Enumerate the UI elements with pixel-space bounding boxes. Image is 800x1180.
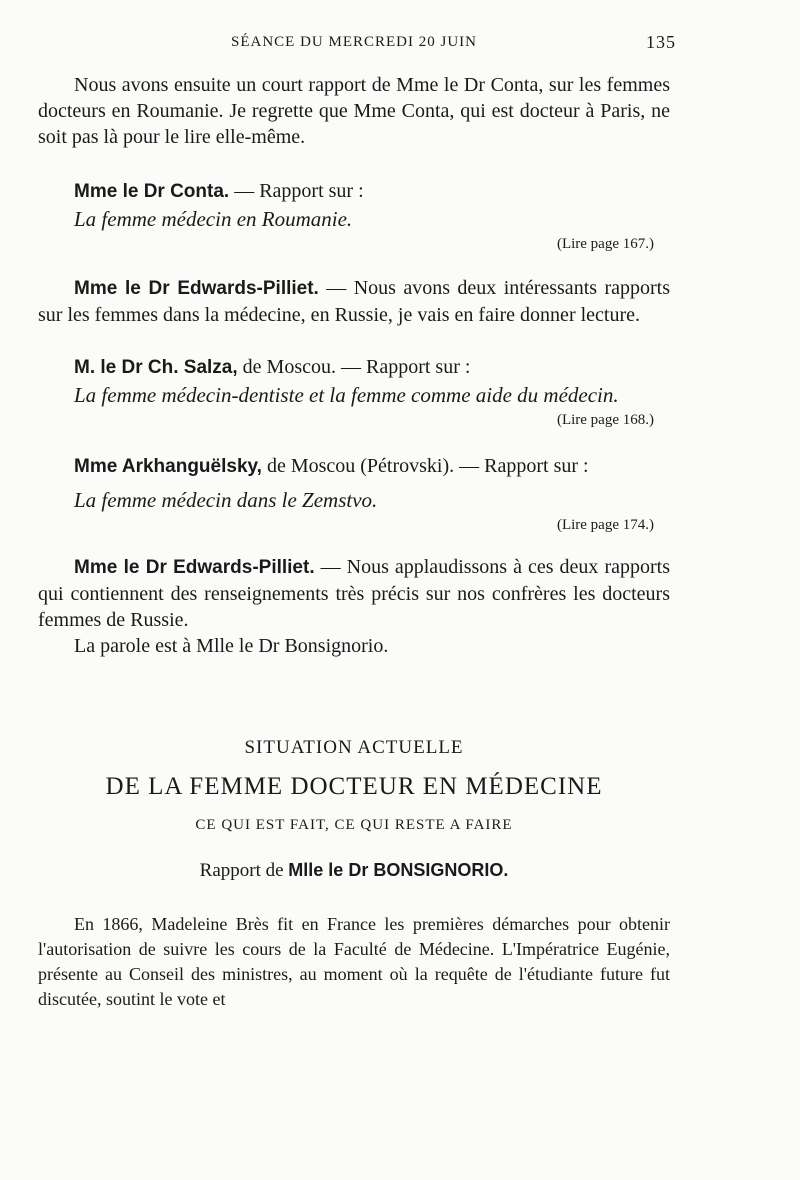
salza-intro: de Moscou. — Rapport sur : bbox=[237, 356, 471, 378]
arkh-report-title: La femme médecin dans le Zemstvo. bbox=[74, 488, 378, 512]
section-heading-subtitle: CE QUI EST FAIT, CE QUI RESTE A FAIRE bbox=[195, 817, 513, 833]
edwards-speaker-2: Mme le Dr Edwards-Pilliet. bbox=[74, 557, 315, 578]
parole-line: La parole est à Mlle le Dr Bonsignorio. bbox=[74, 635, 389, 657]
report-prefix: Rapport de bbox=[199, 860, 289, 881]
page bbox=[38, 28, 676, 1012]
edwards-text-2: — Nous applaudissons à ces deux rapports qui contiennent des renseignements très précis sur nos confrères les docteurs femmes de Russie. bbox=[38, 556, 670, 631]
page-number: 135 bbox=[646, 32, 676, 52]
section-heading-situation: SITUATION ACTUELLE bbox=[244, 737, 464, 758]
edwards-text-1: — Nous avons deux intéressants rapports sur les femmes dans la médecine, en Russie, je vais en faire donner lecture. bbox=[38, 277, 670, 326]
arkh-speaker: Mme Arkhanguëlsky, bbox=[74, 456, 262, 477]
conta-report-title: La femme médecin en Roumanie. bbox=[74, 207, 353, 231]
intro-paragraph: Nous avons ensuite un court rapport de Mme le Dr Conta, sur les femmes docteurs en Roumanie. Je regrette que Mme Conta, qui est docteur à Paris, ne soit pas là pour le lire elle-même. bbox=[38, 74, 670, 148]
edwards-speaker-1: Mme le Dr Edwards-Pilliet. bbox=[74, 278, 319, 299]
arkh-intro: de Moscou (Pétrovski). — Rapport sur : bbox=[261, 455, 589, 477]
final-paragraph: En 1866, Madeleine Brès fit en France les premières démarches pour obtenir l'autorisation de suivre les cours de la Faculté de Médecine. L'Impératrice Eugénie, présente au Conseil des ministres, au moment où la requête de l'étudiante future fut discutée, soutint le vote et bbox=[38, 914, 670, 1009]
salza-report-title: La femme médecin-dentiste et la femme comme aide du médecin. bbox=[74, 383, 619, 407]
arkh-page-ref: (Lire page 174.) bbox=[556, 517, 654, 533]
report-author-name: Mlle le Dr BONSIGNORIO. bbox=[288, 860, 509, 880]
conta-speaker: Mme le Dr Conta. bbox=[74, 181, 230, 202]
salza-speaker: M. le Dr Ch. Salza, bbox=[74, 357, 238, 378]
report-author-line bbox=[38, 860, 670, 882]
running-head-title: SÉANCE DU MERCREDI 20 JUIN bbox=[230, 34, 477, 50]
running-head bbox=[38, 28, 676, 58]
edwards-paragraph-2 bbox=[38, 554, 670, 633]
conta-intro: — Rapport sur : bbox=[229, 180, 364, 202]
salza-page-ref: (Lire page 168.) bbox=[556, 412, 654, 428]
salza-heading bbox=[38, 354, 670, 381]
conta-page-ref: (Lire page 167.) bbox=[556, 236, 654, 252]
arkh-heading bbox=[38, 453, 670, 480]
conta-heading bbox=[38, 178, 670, 205]
section-heading-femme: DE LA FEMME DOCTEUR EN MÉDECINE bbox=[105, 773, 603, 800]
edwards-paragraph-1 bbox=[38, 275, 670, 328]
